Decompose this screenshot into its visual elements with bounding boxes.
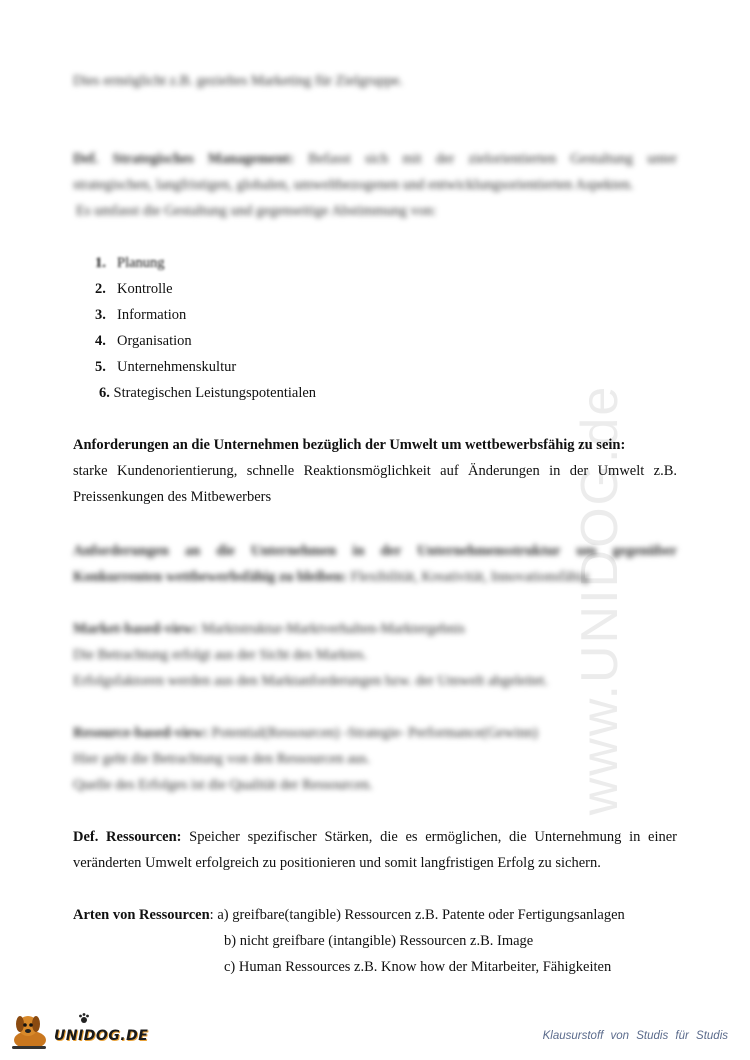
def-ressourcen-term: Def. Ressourcen: bbox=[73, 829, 182, 845]
def-strat-line1 bbox=[73, 146, 677, 172]
list-item: 4. Organisation bbox=[95, 333, 192, 349]
footer-tagline: Klausurstoff von Studis für Studis bbox=[542, 1030, 728, 1042]
paw-icon bbox=[78, 1012, 90, 1024]
list-item: 1. Planung bbox=[95, 255, 165, 271]
blurred-market-line3: Erfolgsfaktoren werden aus den Marktanforderungen bzw. der Umwelt abgeleitet. bbox=[73, 673, 548, 689]
def-strat-line3: Es umfasst die Gestaltung und gegenseitige Abstimmung von: bbox=[76, 203, 437, 219]
def-strat-text1: Befasst sich mit der zielorientierten Gestaltung unter bbox=[308, 151, 677, 167]
def-ressourcen-line1: Def. Ressourcen: Speicher spezifischer Stärken, die es ermöglichen, die Unternehmung in einer bbox=[73, 829, 677, 845]
list-item: 6. Strategischen Leistungspotentialen bbox=[99, 385, 317, 401]
watermark-text: www.UNIDOG.de bbox=[571, 384, 629, 816]
blurred-resource-line1: Resource-based-view: Potential(Ressourcen) -Strategie- Performance(Gewinn) bbox=[73, 725, 538, 741]
unidog-logo bbox=[6, 1010, 156, 1052]
blurred-market-line1: Market-based-view: Marktstruktur-Marktverhalten-Marktergebnis bbox=[73, 621, 466, 637]
def-strat-line2: strategischen, langfristigen, globalen, umweltbezogenen und entwicklungsorientierten Aspekten. bbox=[73, 177, 634, 193]
blurred-resource-line3: Quelle des Erfolges ist die Qualität der Ressourcen. bbox=[73, 777, 373, 793]
list-item: 3. Information bbox=[95, 307, 187, 323]
arten-term: Arten von Ressourcen bbox=[73, 907, 210, 923]
list-item: 2. Kontrolle bbox=[95, 281, 173, 297]
def-strat-term: Def. Strategisches Management: bbox=[73, 151, 295, 167]
blurred-intro: Dies ermöglicht z.B. gezieltes Marketing für Zielgruppe. bbox=[73, 73, 403, 89]
list-item: 5. Unternehmenskultur bbox=[95, 359, 237, 375]
arten-line-b: b) nicht greifbare (intangible) Ressourcen z.B. Image bbox=[224, 933, 534, 949]
def-ressourcen-line2: veränderten Umwelt erfolgreich zu positionieren und somit langfristigen Erfolg zu sichern. bbox=[73, 855, 601, 871]
arten-line-c: c) Human Ressources z.B. Know how der Mitarbeiter, Fähigkeiten bbox=[224, 959, 612, 975]
anforderungen-line1: starke Kundenorientierung, schnelle Reaktionsmöglichkeit auf Änderungen in der Umwelt z.B. bbox=[73, 463, 677, 479]
logo-text: UNIDOG.DE bbox=[54, 1028, 149, 1044]
dog-icon bbox=[6, 1010, 54, 1052]
arten-line-a: Arten von Ressourcen: a) greifbare(tangible) Ressourcen z.B. Patente oder Fertigungsanlagen bbox=[73, 907, 625, 923]
blurred-resource-line2: Hier geht die Betrachtung von den Ressourcen aus. bbox=[73, 751, 371, 767]
blurred-struktur-line1: Anforderungen an die Unternehmen in der Unternehmensstruktur um gegenüber bbox=[73, 543, 677, 559]
anforderungen-line2: Preissenkungen des Mitbewerbers bbox=[73, 489, 272, 505]
anforderungen-heading: Anforderungen an die Unternehmen bezüglich der Umwelt um wettbewerbsfähig zu sein: bbox=[73, 437, 626, 453]
blurred-market-line2: Die Betrachtung erfolgt aus der Sicht des Marktes. bbox=[73, 647, 367, 663]
blurred-struktur-line2: Konkurrenten wettbewerbsfähig zu bleiben: Flexibilität, Kreativität, Innovationsfähig bbox=[73, 569, 590, 585]
